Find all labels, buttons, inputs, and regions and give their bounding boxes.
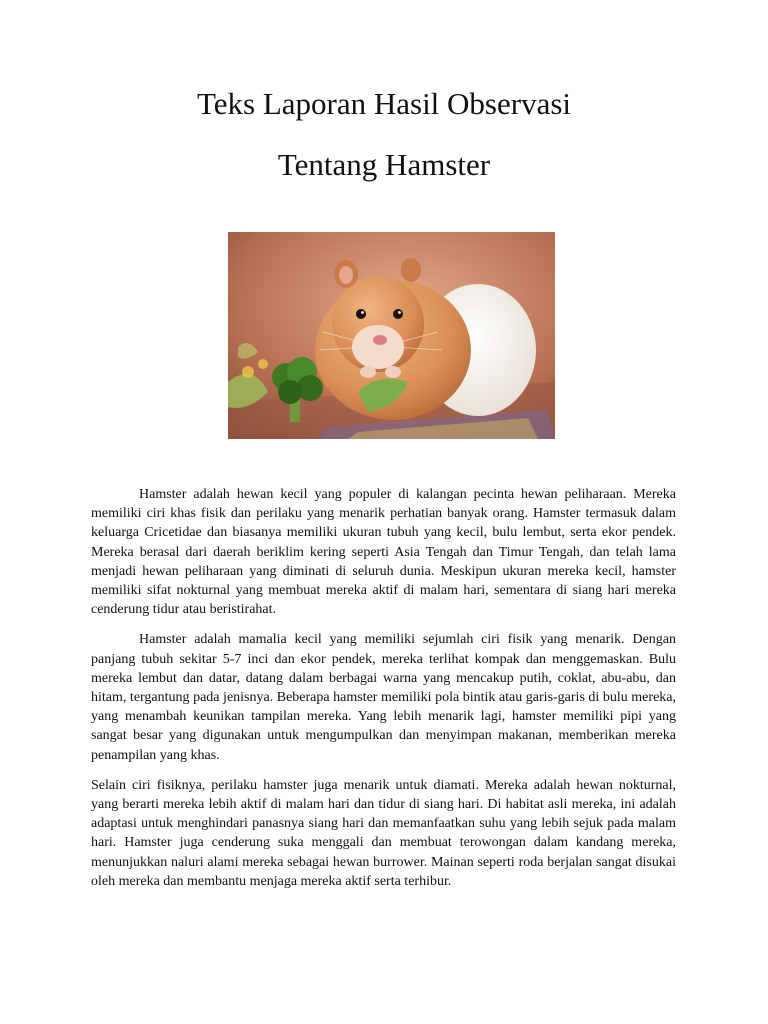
report-body — [91, 485, 676, 902]
paragraph-2: Hamster adalah mamalia kecil yang memiliki sejumlah ciri fisik yang menarik. Dengan panjang tubuh sekitar 5-7 inci dan ekor pendek, mereka terlihat kompak dan menggemaskan. Bulu mereka lembut dan datar, datang dalam berbagai warna yang mencakup putih, coklat, abu-abu, dan hitam, tergantung pada jenisnya. Beberapa hamster memiliki pola bintik atau garis-garis di bulu mereka, yang menambah keunikan tampilan mereka. Yang lebih menarik lagi, hamster memiliki pipi yang sangat besar yang digunakan untuk mengumpulkan dan menyimpan makanan, memberikan mereka penampilan yang khas. — [91, 632, 676, 763]
document-title-line-2: Tentang Hamster — [277, 147, 491, 182]
hamster-photo — [228, 232, 555, 439]
paragraph-3: Selain ciri fisiknya, perilaku hamster juga menarik untuk diamati. Mereka adalah hewan nokturnal, yang berarti mereka lebih aktif di malam hari dan tidur di siang hari. Di habitat asli mereka, ini adalah adaptasi untuk menghindari panasnya siang hari dan memanfaatkan suhu yang lebih sejuk pada malam hari. Hamster juga cenderung suka menggali dan membuat terowongan dalam kandang mereka, menunjukkan naluri alami mereka sebagai hewan burrower. Mainan seperti roda berjalan sangat disukai oleh mereka dan membantu menjaga mereka aktif serta terhibur. — [91, 777, 676, 889]
paragraph-1: Hamster adalah hewan kecil yang populer di kalangan pecinta hewan peliharaan. Mereka memiliki ciri khas fisik dan perilaku yang menarik perhatian banyak orang. Hamster termasuk dalam keluarga Cricetidae dan biasanya memiliki ukuran tubuh yang kecil, bulu lembut, serta ekor pendek. Mereka berasal dari daerah beriklim kering seperti Asia Tengah dan Timur Tengah, dan telah lama menjadi hewan peliharaan yang diminati di seluruh dunia. Meskipun ukuran mereka kecil, hamster memiliki sifat nokturnal yang membuat mereka aktif di malam hari, sementara di siang hari mereka cenderung tidur atau beristirahat. — [91, 487, 676, 618]
document-title-line-1: Teks Laporan Hasil Observasi — [196, 86, 572, 121]
hamster-illustration — [228, 232, 555, 439]
